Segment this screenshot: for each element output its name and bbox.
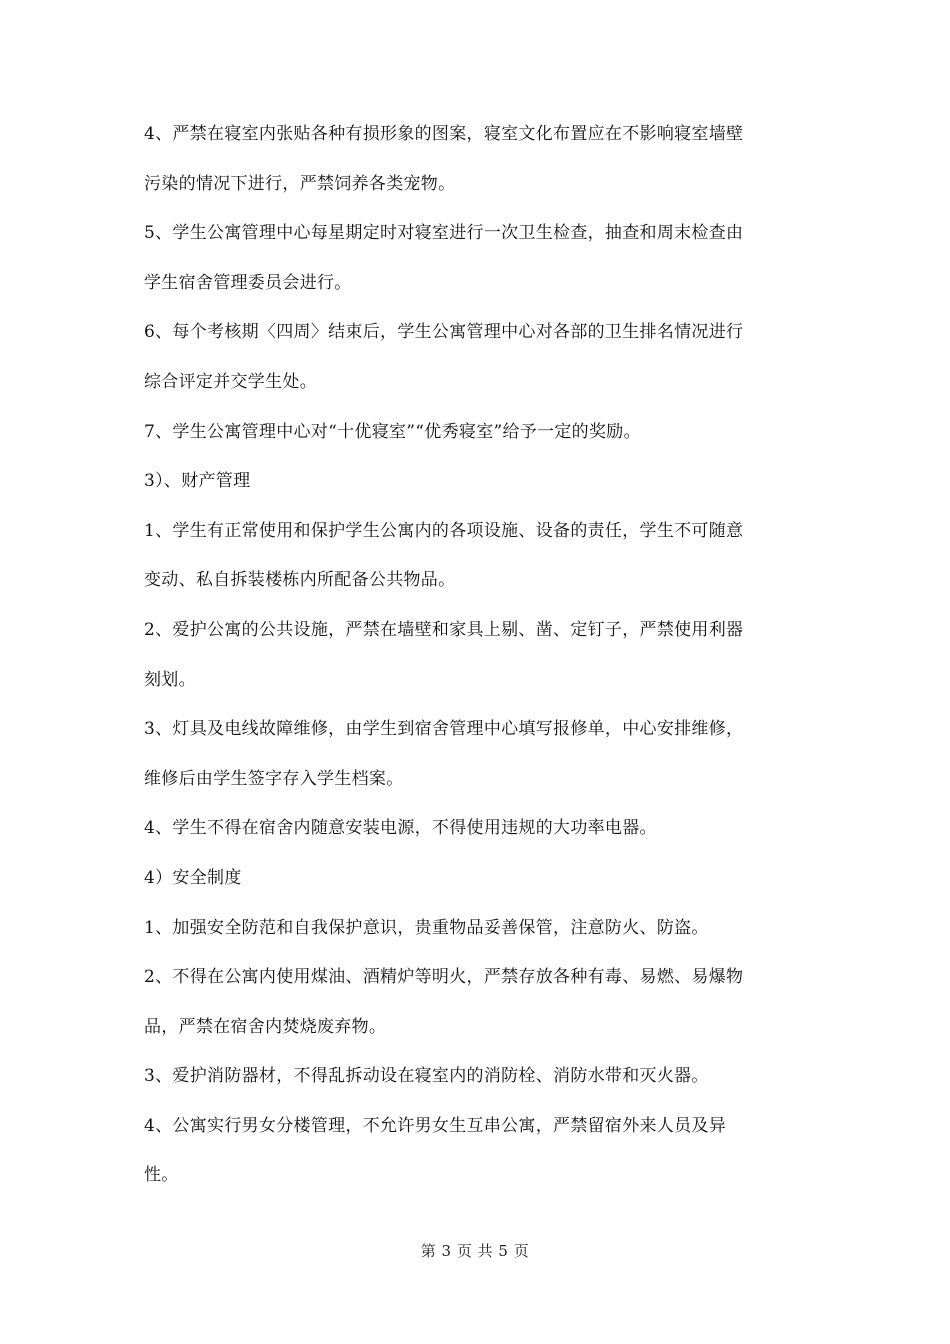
text-line: 4、学生不得在宿舍内随意安装电源，不得使用违规的大功率电器。 bbox=[144, 818, 657, 839]
text-line: 维修后由学生签字存入学生档案。 bbox=[144, 768, 404, 789]
text-line: 品，严禁在宿舍内焚烧废弃物。 bbox=[144, 1016, 387, 1037]
text-line: 5、学生公寓管理中心每星期定时对寝室进行一次卫生检查，抽查和周末检查由 bbox=[144, 223, 744, 244]
section-heading: 3）、财产管理 bbox=[144, 471, 251, 492]
page-footer bbox=[0, 1240, 950, 1261]
text-line: 刻划。 bbox=[144, 669, 196, 690]
text-line: 3、灯具及电线故障维修，由学生到宿舍管理中心填写报修单，中心安排维修， bbox=[144, 719, 744, 740]
text-line: 污染的情况下进行，严禁饲养各类宠物。 bbox=[144, 173, 456, 194]
text-line: 综合评定并交学生处。 bbox=[144, 371, 317, 392]
text-line: 1、学生有正常使用和保护学生公寓内的各项设施、设备的责任，学生不可随意 bbox=[144, 520, 744, 541]
text-line: 变动、私自拆装楼栋内所配备公共物品。 bbox=[144, 570, 456, 591]
text-line: 性。 bbox=[144, 1165, 179, 1186]
text-line: 2、爱护公寓的公共设施，严禁在墙壁和家具上剔、凿、定钉子，严禁使用利器 bbox=[144, 619, 744, 640]
page-number-label: 第 3 页 共 5 页 bbox=[420, 1242, 530, 1260]
section-heading: 4）安全制度 bbox=[144, 867, 242, 888]
document-body bbox=[144, 110, 808, 1201]
text-line: 2、不得在公寓内使用煤油、酒精炉等明火，严禁存放各种有毒、易燃、易爆物 bbox=[144, 967, 744, 988]
text-line: 4、公寓实行男女分楼管理，不允许男女生互串公寓，严禁留宿外来人员及异 bbox=[144, 1115, 727, 1136]
text-line: 4、严禁在寝室内张贴各种有损形象的图案，寝室文化布置应在不影响寝室墙壁 bbox=[144, 124, 744, 144]
text-line: 1、加强安全防范和自我保护意识，贵重物品妥善保管，注意防火、防盗。 bbox=[144, 917, 709, 938]
text-line: 6、每个考核期〈四周〉结束后，学生公寓管理中心对各部的卫生排名情况进行 bbox=[144, 322, 744, 343]
text-line: 3、爱护消防器材，不得乱拆动设在寝室内的消防栓、消防水带和灭火器。 bbox=[144, 1066, 709, 1087]
text-line: 学生宿舍管理委员会进行。 bbox=[144, 272, 352, 293]
text-line: 7、学生公寓管理中心对“十优寝室”“优秀寝室”给予一定的奖励。 bbox=[144, 421, 641, 442]
